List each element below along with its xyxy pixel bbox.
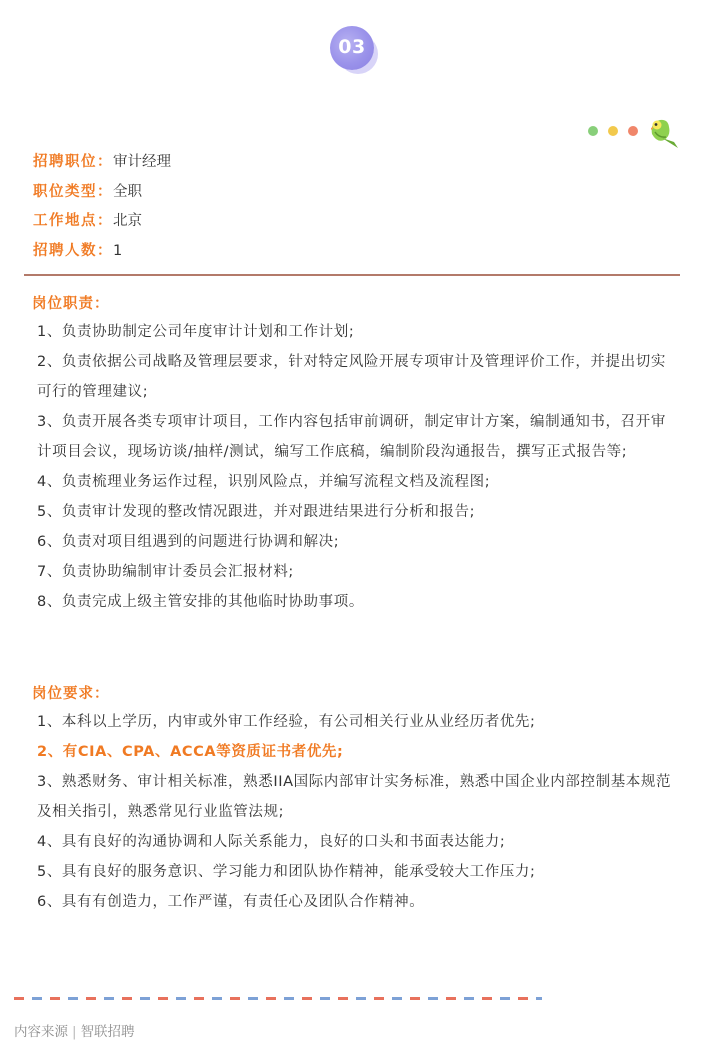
location-label: 工作地点： <box>33 213 113 229</box>
position-value: 审计经理 <box>113 154 171 170</box>
green-dot-icon <box>588 126 598 136</box>
parakeet-icon <box>644 112 682 150</box>
section-divider <box>24 274 680 276</box>
job-type-label: 职位类型： <box>33 183 113 200</box>
list-item: 7、负责协助编制审计委员会汇报材料; <box>37 564 294 580</box>
requirements-title: 岗位要求： <box>32 686 110 702</box>
badge-number: 03 <box>338 36 366 58</box>
job-info-row-headcount <box>33 239 171 269</box>
section-number-badge <box>330 26 374 70</box>
list-item: 1、负责协助制定公司年度审计计划和工作计划; <box>37 324 355 340</box>
list-item: 6、具有有创造力，工作严谨，有责任心及团队合作精神。 <box>37 894 425 910</box>
list-item: 8、负责完成上级主管安排的其他临时协助事项。 <box>37 594 364 610</box>
list-item-highlight: 2、有CIA、CPA、ACCA等资质证书者优先; <box>37 744 344 760</box>
list-item: 5、负责审计发现的整改情况跟进，并对跟进结果进行分析和报告; <box>37 504 476 520</box>
job-info-row-location <box>33 209 171 239</box>
job-info-row-position <box>33 150 171 180</box>
responsibilities-list <box>37 317 677 617</box>
list-item: 2、负责依据公司战略及管理层要求，针对特定风险开展专项审计及管理评价工作，并提出切实可行的管理建议; <box>37 354 666 400</box>
responsibilities-title: 岗位职责： <box>32 296 110 312</box>
headcount-value: 1 <box>113 242 123 259</box>
requirements-list <box>37 707 677 917</box>
source-label: 内容来源 <box>14 1024 68 1040</box>
job-info-block <box>33 150 171 268</box>
source-separator: | <box>72 1024 77 1040</box>
list-item: 1、本科以上学历，内审或外审工作经验，有公司相关行业从业经历者优先; <box>37 714 536 730</box>
position-label: 招聘职位： <box>33 154 113 170</box>
list-item: 6、负责对项目组遇到的问题进行协调和解决; <box>37 534 340 550</box>
list-item: 3、熟悉财务、审计相关标准，熟悉IIA国际内部审计实务标准，熟悉中国企业内部控制基本规范及相关指引，熟悉常见行业监管法规; <box>37 774 672 820</box>
headcount-label: 招聘人数： <box>33 242 113 259</box>
decoration-dots-bird <box>586 112 682 150</box>
location-value: 北京 <box>113 213 142 229</box>
source-value: 智联招聘 <box>80 1024 135 1040</box>
list-item: 4、具有良好的沟通协调和人际关系能力，良好的口头和书面表达能力; <box>37 834 506 850</box>
yellow-dot-icon <box>608 126 618 136</box>
list-item: 4、负责梳理业务运作过程，识别风险点，并编写流程文档及流程图; <box>37 474 491 490</box>
job-type-value: 全职 <box>113 183 142 200</box>
content-source <box>14 1020 135 1040</box>
dashed-divider <box>14 997 542 1000</box>
list-item: 5、具有良好的服务意识、学习能力和团队协作精神，能承受较大工作压力; <box>37 864 536 880</box>
list-item: 3、负责开展各类专项审计项目，工作内容包括审前调研，制定审计方案，编制通知书，召开审计项目会议，现场访谈/抽样/测试，编写工作底稿，编制阶段沟通报告，撰写正式报告等; <box>37 414 666 460</box>
red-dot-icon <box>628 126 638 136</box>
job-info-row-type <box>33 180 171 210</box>
